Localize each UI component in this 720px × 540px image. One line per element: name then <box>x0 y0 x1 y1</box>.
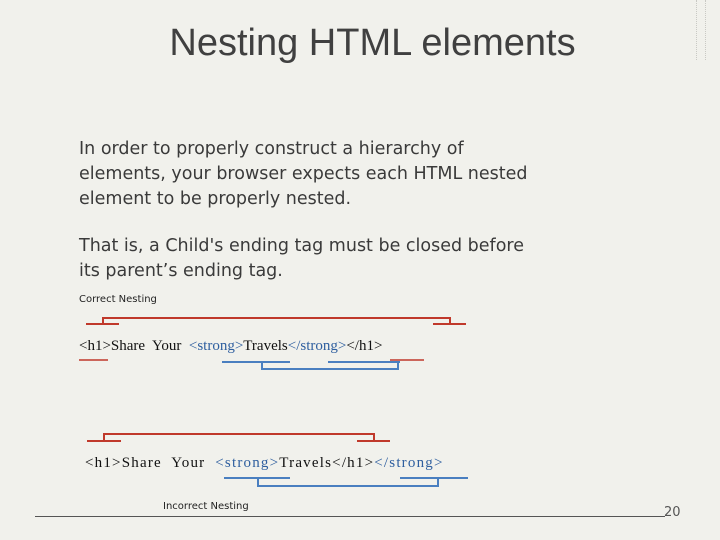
incorrect-child-bracket <box>224 478 468 486</box>
open-strong-tag: <strong> <box>188 338 244 354</box>
slide-title: Nesting HTML elements <box>169 22 576 64</box>
open-h1-tag: <h1> <box>79 338 111 354</box>
correct-nesting-label: Correct Nesting <box>79 294 157 305</box>
incorrect-nesting-label: Incorrect Nesting <box>163 501 249 512</box>
close-strong-tag: </strong> <box>374 455 444 471</box>
open-h1-tag: <h1> <box>85 455 122 471</box>
footer-divider <box>35 516 665 517</box>
paragraph-child-tag: That is, a Child's ending tag must be closed before its parent’s ending tag. <box>79 236 524 281</box>
text-share-your: Share Your <box>121 455 216 471</box>
text-share-your: Share Your <box>110 338 189 354</box>
correct-parent-bracket <box>86 318 466 324</box>
text-travels: Travels <box>243 338 288 354</box>
paragraph-hierarchy: In order to properly construct a hierarchy of elements, your browser expects each HTML nested element to be properly nested. <box>79 139 528 209</box>
close-h1-tag: </h1> <box>346 338 383 354</box>
correct-child-bracket <box>222 362 400 369</box>
page-number: 20 <box>664 505 681 520</box>
open-strong-tag: <strong> <box>215 455 280 471</box>
incorrect-parent-bracket <box>87 434 390 441</box>
text-travels: Travels <box>279 455 333 471</box>
close-strong-tag: </strong> <box>287 338 347 354</box>
close-h1-tag: </h1> <box>332 455 375 471</box>
